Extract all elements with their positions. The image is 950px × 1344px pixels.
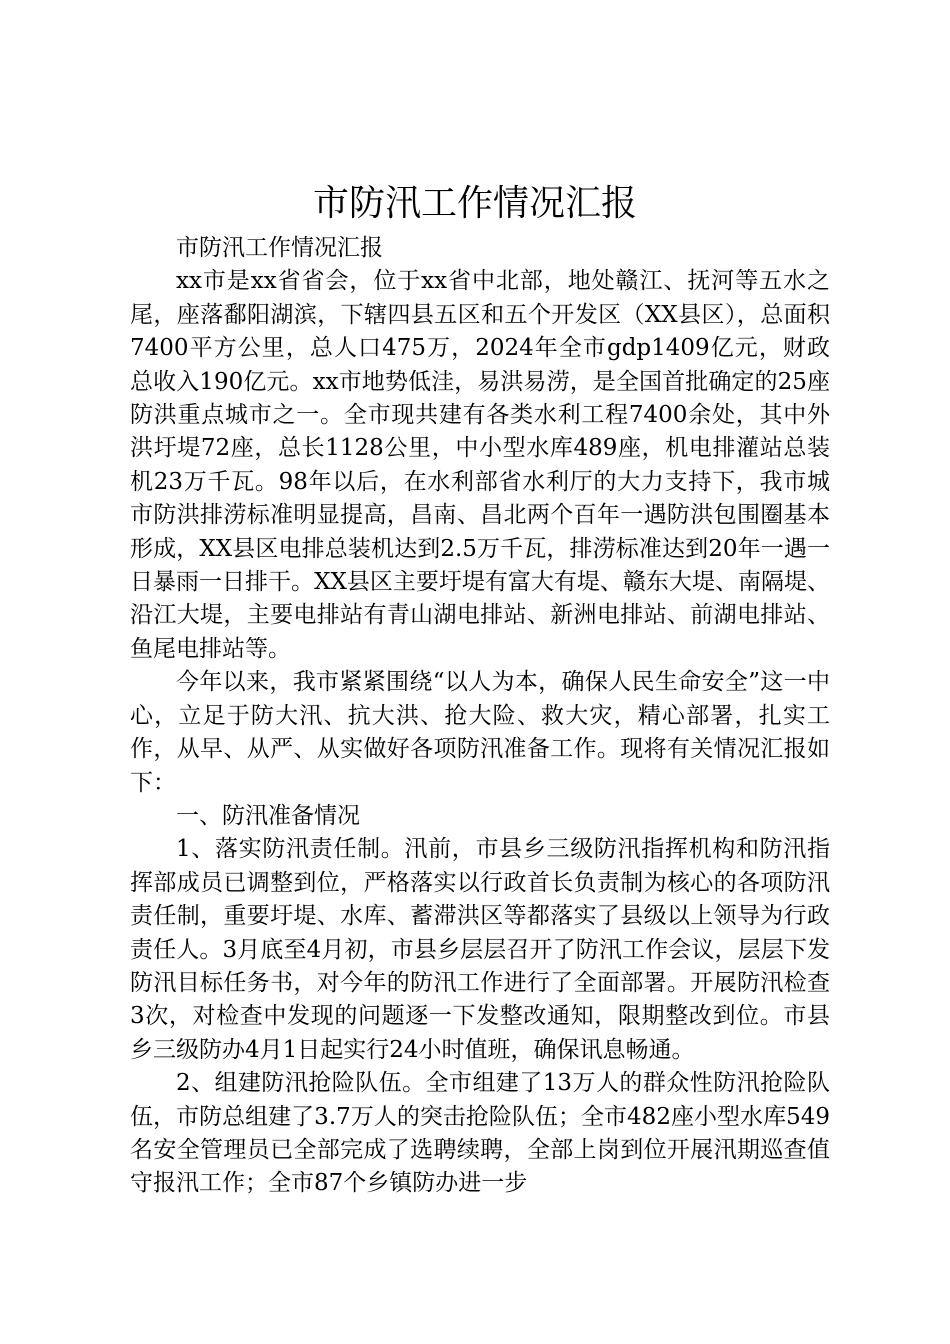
document-title: 市防汛工作情况汇报 — [312, 183, 637, 224]
paragraph-responsibility: 1、落实防汛责任制。汛前，市县乡三级防汛指挥机构和防汛指挥部成员已调整到位，严格落实以行政首长负责制为核心的各项防汛责任制，重要圩堤、水库、蓄滞洪区等都落实了县级以上领导为行政责任人。3月底至4月初，市县乡层层召开了防汛工作会议，层层下发防汛目标任务书，对今年的防汛工作进行了全面部署。开展防汛检查3次，对检查中发现的问题逐一下发整改通知，限期整改到位。市县乡三级防办4月1日起实行24小时值班，确保讯息畅通。 — [130, 836, 830, 1063]
section-heading-preparation: 一、防汛准备情况 — [176, 802, 360, 829]
paragraph-intro: 今年以来，我市紧紧围绕“以人为本，确保人民生命安全”这一中心，立足于防大汛、抗大洪、抢大险、救大灾，精心部署，扎实工作，从早、从严、从实做好各项防汛准备工作。现将有关情况汇报如下： — [130, 669, 830, 796]
paragraph-subtitle: 市防汛工作情况汇报 — [176, 235, 383, 261]
paragraph-rescue-teams: 2、组建防汛抢险队伍。全市组建了13万人的群众性防汛抢险队伍，市防总组建了3.7万人的突击抢险队伍；全市482座小型水库549名安全管理员已全部完成了选聘续聘，全部上岗到位开展汛期巡查值守报汛工作；全市87个乡镇防办进一步 — [130, 1070, 830, 1197]
document-body — [130, 232, 830, 1201]
paragraph-city-overview: xx市是xx省省会，位于xx省中北部，地处赣江、抚河等五水之尾，座落鄱阳湖滨，下辖四县五区和五个开发区（XX县区），总面积7400平方公里，总人口475万，2024年全市gdp1409亿元，财政总收入190亿元。xx市地势低洼，易洪易涝，是全国首批确定的25座防洪重点城市之一。全市现共建有各类水利工程7400余处，其中外洪圩堤72座，总长1128公里，中小型水库489座，机电排灌站总装机23万千瓦。98年以后，在水利部省水利厅的大力支持下，我市城市防洪排涝标准明显提高，昌南、昌北两个百年一遇防洪包围圈基本形成，XX县区电排总装机达到2.5万千瓦，排涝标准达到20年一遇一日暴雨一日排干。XX县区主要圩堤有富大有堤、赣东大堤、南隔堤、沿江大堤，主要电排站有青山湖电排站、新洲电排站、前湖电排站、鱼尾电排站等。 — [130, 268, 830, 662]
